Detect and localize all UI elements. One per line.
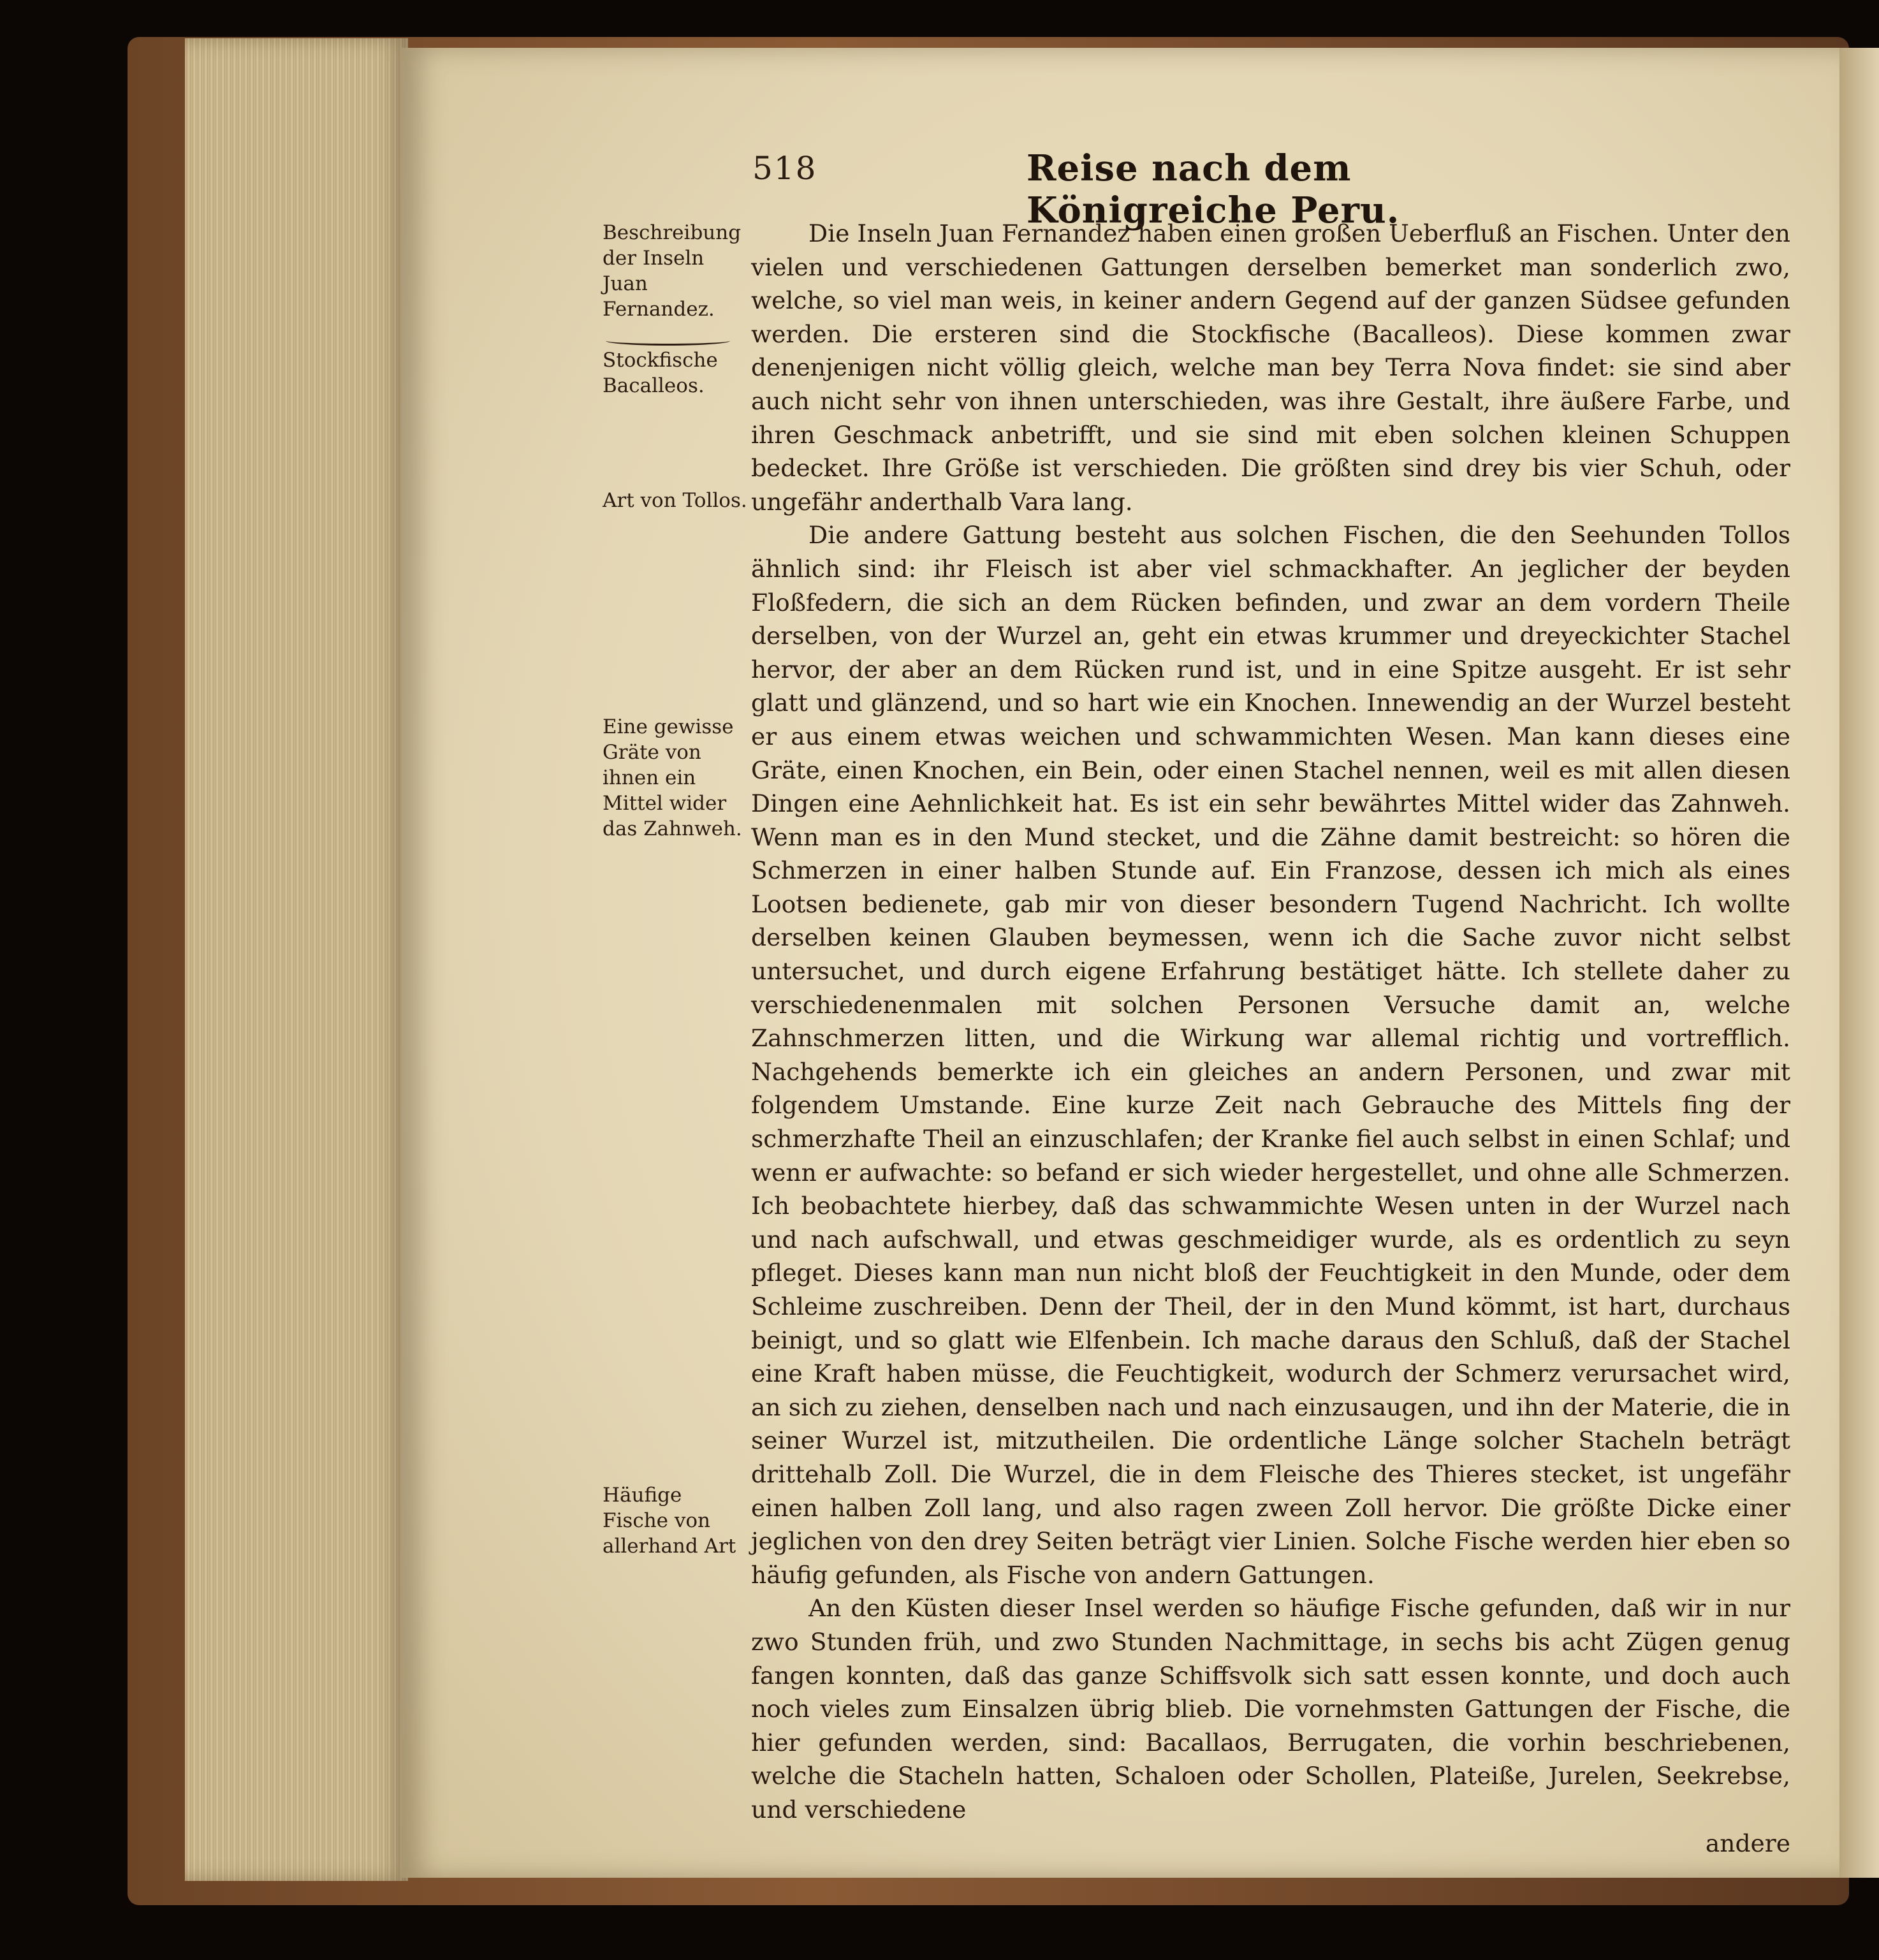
- margin-note-stockfische: Stockfische Bacalleos.: [603, 349, 718, 397]
- margin-note-haeufige-fische: Häufige Fische von allerhand Art: [603, 1484, 736, 1558]
- paragraph-2: Die andere Gattung besteht aus solchen Fischen, die den Seehunden Tollos ähnlich sind: ihr Fleisch ist aber viel schmackhafter. An jeglicher der beyden Floßfedern, die sich an dem Rücken befinden, und zwar an dem vordern Theile derselben, von der Wurzel an, geht ein etwas krummer und dreyeckichter Stachel hervor, der aber an dem Rücken rund ist, und in eine Spitze ausgeht. Er ist sehr glatt und glänzend, und so hart wie ein Knochen. Innewendig an der Wurzel besteht er aus einem etwas weichen und schwammichten Wesen. Man kann dieses eine Gräte, einen Knochen, ein Bein, oder einen Stachel nennen, weil es mit allen diesen Dingen eine Aehnlichkeit hat. Es ist ein sehr bewährtes Mittel wider das Zahnweh. Wenn man es in den Mund stecket, und die Zähne damit bestreicht: so hören die Schmerzen in einer halben Stunde auf. Ein Franzose, dessen ich mich als eines Lootsen bedienete, gab mir von dieser besondern Tugend Nachricht. Ich wollte derselben keinen Glauben beymessen, wenn ich die Sache zuvor nicht selbst untersuchet, und durch eigene Erfahrung bestätiget hätte. Ich stellete daher zu verschiedenenmalen mit solchen Personen Versuche damit an, welche Zahnschmerzen litten, und die Wirkung war allemal richtig und vortrefflich. Nachgehends bemerkte ich ein gleiches an andern Personen, und zwar mit folgendem Umstande. Eine kurze Zeit nach Gebrauche des Mittels fing der schmerzhafte Theil an einzuschlafen; der Kranke fiel auch selbst in einen Schlaf; und wenn er aufwachte: so befand er sich wieder hergestellet, und ohne alle Schmerzen. Ich beobachtete hierbey, daß das schwammichte Wesen unten in der Wurzel nach und nach aufschwall, und etwas geschmeidiger wurde, als es ordentlich zu seyn pfleget. Dieses kann man nun nicht bloß der Feuchtigkeit in den Munde, oder dem Schleime zuschreiben. Denn der Theil, der in den Mund kömmt, ist hart, durchaus beinigt, und so glatt wie Elfenbein. Ich mache daraus den Schluß, daß der Stachel eine Kraft haben müsse, die Feuchtigkeit, wodurch der Schmerz verursachet wird, an sich zu ziehen, denselben nach und nach einzusaugen, und ihn der Materie, die in seiner Wurzel ist, mitzutheilen. Die ordentliche Länge solcher Stacheln beträgt drittehalb Zoll. Die Wurzel, die in dem Fleische des Thieres stecket, ist ungefähr einen halben Zoll lang, und also ragen zween Zoll hervor. Die größte Dicke einer jeglichen von den drey Seiten beträgt vier Linien. Solche Fische werden hier eben so häufig gefunden, als Fische von andern Gattungen.: [751, 521, 1790, 1589]
- margin-note-zahnweh: Eine gewisse Gräte von ihnen ein Mittel wider das Zahnweh.: [603, 715, 742, 840]
- margin-brace: [606, 336, 730, 346]
- page-edges: [185, 38, 408, 1881]
- margin-note-tollos: Art von Tollos.: [603, 489, 747, 512]
- page-number: 518: [752, 150, 817, 187]
- paragraph-1: Die Inseln Juan Fernandez haben einen großen Ueberfluß an Fischen. Unter den vielen und verschiedenen Gattungen derselben bemerket man sonderlich zwo, welche, so viel man weis, in keiner andern Gegend auf der ganzen Südsee gefunden werden. Die ersteren sind die Stockfische (Bacalleos). Diese kommen zwar denenjenigen nicht völlig gleich, welche man bey Terra Nova findet: sie sind aber auch nicht sehr von ihnen unterschieden, was ihre Gestalt, ihre äußere Farbe, und ihren Geschmack anbetrifft, und sie sind mit eben solchen kleinen Schuppen bedecket. Ihre Größe ist verschieden. Die größten sind drey bis vier Schuh, oder ungefähr anderthalb Vara lang.: [751, 219, 1790, 516]
- body-text: [751, 217, 1790, 1860]
- catchword: andere: [1705, 1829, 1790, 1857]
- right-page-sliver: [1839, 48, 1879, 1878]
- paragraph-3: An den Küsten dieser Insel werden so häufige Fische gefunden, daß wir in nur zwo Stunden früh, und zwo Stunden Nachmittage, in sechs bis acht Zügen genug fangen konnten, daß das ganze Schiffsvolk sich satt essen konnte, und doch auch noch vieles zum Einsalzen übrig blieb. Die vornehmsten Gattungen der Fische, die hier gefunden werden, sind: Bacallaos, Berrugaten, die vorhin beschriebenen, welche die Stacheln hatten, Schaloen oder Schollen, Plateiße, Jurelen, Seekrebse, und verschiedene: [751, 1594, 1790, 1824]
- margin-note-juan-fernandez: Beschreibung der Inseln Juan Fernandez.: [603, 221, 742, 321]
- running-title: Reise nach dem Königreiche Peru.: [1027, 147, 1400, 231]
- page-header: [752, 147, 1543, 231]
